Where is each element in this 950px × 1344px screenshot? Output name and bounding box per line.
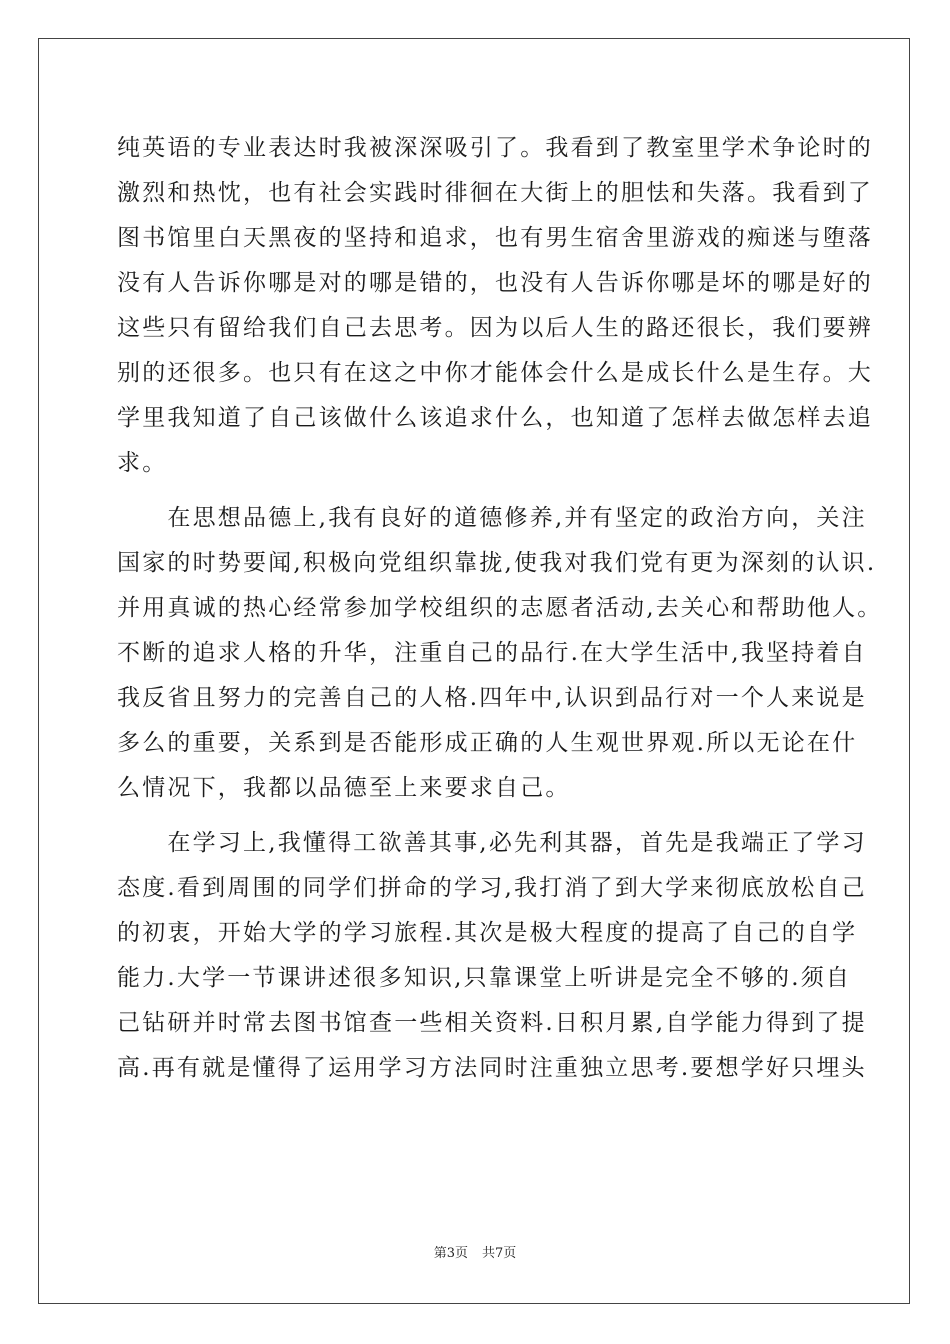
text-line: 图书馆里白天黑夜的坚持和追求，也有男生宿舍里游戏的痴迷与堕落 bbox=[117, 225, 873, 251]
text-line: 的初衷，开始大学的学习旅程.其次是极大程度的提高了自己的自学 bbox=[117, 920, 858, 946]
text-line: 求。 bbox=[117, 450, 168, 476]
page-footer bbox=[0, 1244, 950, 1264]
text-line: 高.再有就是懂得了运用学习方法同时注重独立思考.要想学好只埋头 bbox=[117, 1055, 867, 1081]
page-total: 共7页 bbox=[482, 1246, 517, 1261]
text-line: 么情况下，我都以品德至上来要求自己。 bbox=[117, 775, 571, 801]
text-line: 多么的重要，关系到是否能形成正确的人生观世界观.所以无论在什 bbox=[117, 730, 858, 756]
page-number: 第3页 bbox=[433, 1246, 468, 1261]
paragraph-start-line: 在思想品德上,我有良好的道德修养,并有坚定的政治方向，关注 bbox=[117, 505, 867, 531]
paragraph-start-line: 在学习上,我懂得工欲善其事,必先利其器，首先是我端正了学习 bbox=[117, 830, 867, 856]
text-line: 态度.看到周围的同学们拼命的学习,我打消了到大学来彻底放松自己 bbox=[117, 875, 867, 901]
text-line: 能力.大学一节课讲述很多知识,只靠课堂上听讲是完全不够的.须自 bbox=[117, 965, 852, 991]
text-line: 己钻研并时常去图书馆查一些相关资料.日积月累,自学能力得到了提 bbox=[117, 1010, 867, 1036]
text-line: 纯英语的专业表达时我被深深吸引了。我看到了教室里学术争论时的 bbox=[117, 135, 873, 161]
text-line: 不断的追求人格的升华，注重自己的品行.在大学生活中,我坚持着自 bbox=[117, 640, 867, 666]
text-line: 激烈和热忱，也有社会实践时徘徊在大街上的胆怯和失落。我看到了 bbox=[117, 180, 873, 206]
text-line: 别的还很多。也只有在这之中你才能体会什么是成长什么是生存。大 bbox=[117, 360, 873, 386]
text-line: 没有人告诉你哪是对的哪是错的，也没有人告诉你哪是坏的哪是好的 bbox=[117, 270, 873, 296]
text-line: 国家的时势要闻,积极向党组织靠拢,使我对我们党有更为深刻的认识. bbox=[117, 550, 877, 576]
text-line: 学里我知道了自己该做什么该追求什么，也知道了怎样去做怎样去追 bbox=[117, 405, 873, 431]
text-line: 并用真诚的热心经常参加学校组织的志愿者活动,去关心和帮助他人。 bbox=[117, 595, 883, 621]
text-line: 这些只有留给我们自己去思考。因为以后人生的路还很长，我们要辨 bbox=[117, 315, 873, 341]
text-line: 我反省且努力的完善自己的人格.四年中,认识到品行对一个人来说是 bbox=[117, 685, 867, 711]
